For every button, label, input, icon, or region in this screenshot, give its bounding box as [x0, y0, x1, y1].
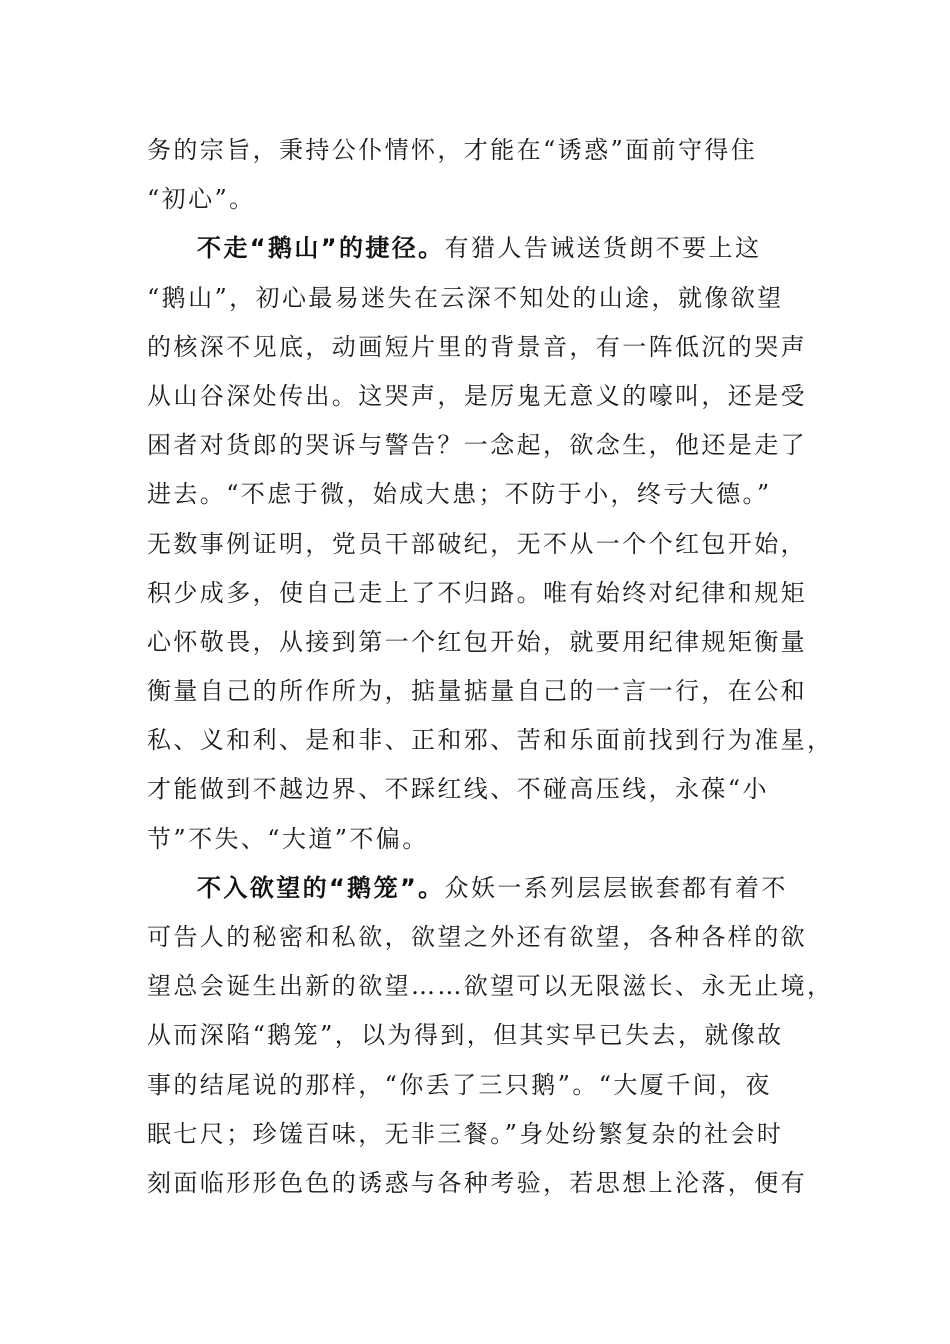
text-span: 有猎人告诫送货朗不要上这 [444, 234, 762, 263]
text-line: “鹅山”，初心最易迷失在云深不知处的山途，就像欲望 [147, 283, 784, 312]
section-heading-goose-cage: 不入欲望的“鹅笼”。 [197, 873, 445, 902]
text-line: 心怀敬畏，从接到第一个红包开始，就要用纪律规矩衡量 [147, 627, 807, 656]
text-line: 从而深陷“鹅笼”，以为得到，但其实早已失去，就像故 [147, 1021, 784, 1050]
text-line: 积少成多，使自己走上了不归路。唯有始终对纪律和规矩 [147, 578, 807, 607]
text-line: 务的宗旨，秉持公仆情怀，才能在“诱惑”面前守得住 [147, 136, 758, 164]
text-line: 才能做到不越边界、不踩红线、不碰高压线，永葆“小 [147, 775, 769, 804]
text-line: 的核深不见底，动画短片里的背景音，有一阵低沉的哭声 [147, 332, 807, 361]
text-line: 衡量自己的所作所为，掂量掂量自己的一言一行，在公和 [147, 677, 807, 706]
text-line: 节”不失、“大道”不偏。 [147, 824, 429, 853]
text-line: 刻面临形形色色的诱惑与各种考验，若思想上沦落，便有 [147, 1168, 807, 1197]
text-line: 可告人的秘密和私欲，欲望之外还有欲望，各种各样的欲 [147, 923, 807, 951]
text-line: 事的结尾说的那样，“你丢了三只鹅”。“大厦千间，夜 [147, 1070, 772, 1099]
section-heading-goose-mountain: 不走“鹅山”的捷径。 [197, 234, 445, 263]
text-line [147, 864, 807, 913]
text-line: 私、义和利、是和非、正和邪、苦和乐面前找到行为准星， [147, 726, 834, 755]
text-line: 进去。“不虑于微，始成大患；不防于小，终亏大德。” [147, 480, 772, 509]
text-line: 望总会诞生出新的欲望……欲望可以无限滋长、永无止境， [147, 972, 834, 1001]
body-text [147, 126, 834, 1208]
text-line: 从山谷深处传出。这哭声，是厉鬼无意义的嚎叫，还是受 [147, 381, 807, 410]
text-line: “初心”。 [147, 185, 256, 214]
text-line: 困者对货郎的哭诉与警告？一念起，欲念生，他还是走了 [147, 431, 807, 460]
text-line: 眠七尺；珍馐百味，无非三餐。”身处纷繁复杂的社会时 [147, 1119, 784, 1148]
text-line [147, 224, 807, 273]
text-span: 众妖一系列层层嵌套都有着不 [444, 873, 788, 902]
text-line: 无数事例证明，党员干部破纪，无不从一个个红包开始， [147, 529, 807, 558]
